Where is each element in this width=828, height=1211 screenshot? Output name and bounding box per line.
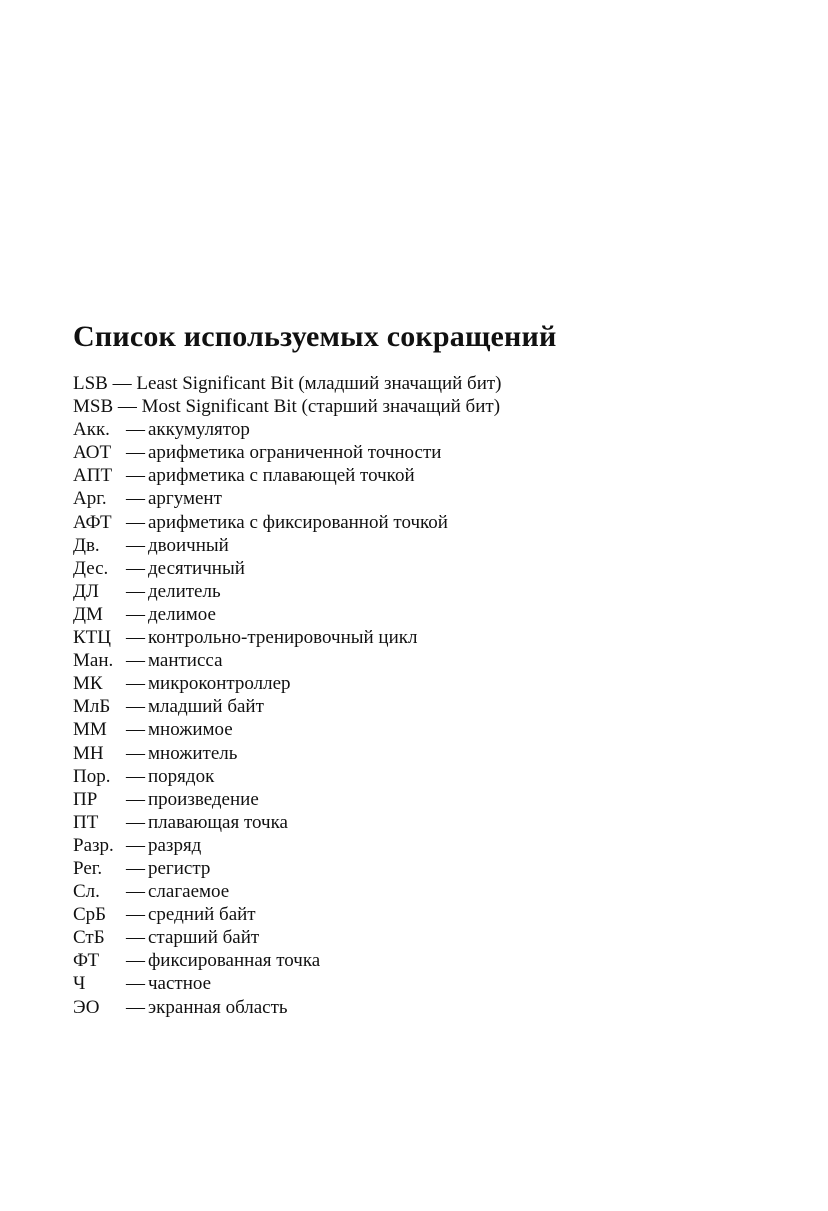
abbreviation-definition: младший байт <box>148 696 264 718</box>
em-dash: — <box>126 996 145 1018</box>
list-item <box>73 972 773 995</box>
list-item <box>73 880 773 903</box>
list-item <box>73 903 773 926</box>
list-item <box>73 534 773 557</box>
abbreviation-term: МК <box>73 673 103 695</box>
abbreviation-definition: делимое <box>148 603 216 625</box>
list-item <box>73 926 773 949</box>
em-dash: — <box>126 511 145 533</box>
abbreviation-definition: десятичный <box>148 557 245 579</box>
em-dash: — <box>126 488 145 510</box>
abbreviation-term: Рег. <box>73 857 103 879</box>
page-title: Список используемых сокращений <box>73 320 557 353</box>
list-item <box>73 603 773 626</box>
em-dash: — <box>126 811 145 833</box>
list-item <box>73 649 773 672</box>
abbreviation-term: АФТ <box>73 511 112 533</box>
em-dash: — <box>126 881 145 903</box>
abbreviation-term: Ман. <box>73 650 114 672</box>
document-page <box>73 318 773 1019</box>
abbreviation-term: ММ <box>73 719 107 741</box>
em-dash: — <box>126 927 145 949</box>
abbreviation-term: ЭО <box>73 996 100 1018</box>
abbreviation-definition: плавающая точка <box>148 811 288 833</box>
abbreviation-definition: арифметика с плавающей точкой <box>148 465 415 487</box>
em-dash: — <box>126 580 145 602</box>
abbreviation-term: Сл. <box>73 881 100 903</box>
abbreviation-definition: слагаемое <box>148 881 230 903</box>
em-dash: — <box>126 765 145 787</box>
list-item <box>73 949 773 972</box>
em-dash: — <box>126 419 145 441</box>
abbreviation-term: ПР <box>73 788 98 810</box>
list-item <box>73 418 773 441</box>
em-dash: — <box>126 973 145 995</box>
em-dash: — <box>126 696 145 718</box>
list-item <box>73 441 773 464</box>
abbreviation-definition: фиксированная точка <box>148 950 321 972</box>
abbreviation-definition: делитель <box>148 580 221 602</box>
abbreviation-definition: микроконтроллер <box>148 673 291 695</box>
abbreviation-definition: множимое <box>148 719 233 741</box>
abbreviation-definition: двоичный <box>148 534 229 556</box>
abbreviation-definition: аккумулятор <box>148 419 250 441</box>
intro-line-lsb: LSB — Least Significant Bit (младший значащий бит) <box>73 373 502 394</box>
abbreviation-term: ПТ <box>73 811 99 833</box>
list-item <box>73 834 773 857</box>
em-dash: — <box>126 673 145 695</box>
em-dash: — <box>126 834 145 856</box>
abbreviation-definition: разряд <box>148 834 202 856</box>
em-dash: — <box>126 442 145 464</box>
list-item <box>73 580 773 603</box>
abbreviation-definition: старший байт <box>148 927 260 949</box>
em-dash: — <box>126 557 145 579</box>
abbreviation-definition: регистр <box>148 857 211 879</box>
em-dash: — <box>126 950 145 972</box>
abbreviation-definition: аргумент <box>148 488 222 510</box>
abbreviation-term: Пор. <box>73 765 111 787</box>
abbreviation-term: ФТ <box>73 950 100 972</box>
list-item <box>73 718 773 741</box>
abbreviation-term: Дес. <box>73 557 109 579</box>
abbreviation-term: СтБ <box>73 927 105 949</box>
abbreviation-definition: мантисса <box>148 650 223 672</box>
list-item <box>73 464 773 487</box>
list-item <box>73 557 773 580</box>
list-item <box>73 788 773 811</box>
abbreviation-list <box>73 418 773 1018</box>
abbreviation-definition: порядок <box>148 765 215 787</box>
em-dash: — <box>126 857 145 879</box>
abbreviation-definition: средний байт <box>148 904 256 926</box>
abbreviation-term: Разр. <box>73 834 114 856</box>
em-dash: — <box>126 627 145 649</box>
em-dash: — <box>126 603 145 625</box>
abbreviation-definition: множитель <box>148 742 238 764</box>
list-item <box>73 996 773 1019</box>
list-item <box>73 695 773 718</box>
list-item <box>73 857 773 880</box>
abbreviation-definition: частное <box>148 973 212 995</box>
intro-line-msb: MSB — Most Significant Bit (старший значащий бит) <box>73 396 501 418</box>
em-dash: — <box>126 534 145 556</box>
list-item <box>73 765 773 788</box>
abbreviation-term: Арг. <box>73 488 107 510</box>
list-item <box>73 672 773 695</box>
em-dash: — <box>126 719 145 741</box>
abbreviation-term: Акк. <box>73 419 110 441</box>
abbreviation-term: СрБ <box>73 904 107 926</box>
abbreviation-term: Ч <box>73 973 86 995</box>
list-item <box>73 487 773 510</box>
abbreviation-term: МН <box>73 742 104 764</box>
abbreviation-term: ДМ <box>73 603 103 625</box>
em-dash: — <box>126 650 145 672</box>
list-item <box>73 742 773 765</box>
abbreviation-term: КТЦ <box>73 627 111 649</box>
list-item <box>73 811 773 834</box>
abbreviation-term: Дв. <box>73 534 100 556</box>
list-item <box>73 511 773 534</box>
abbreviation-definition: арифметика ограниченной точности <box>148 442 442 464</box>
list-item <box>73 626 773 649</box>
abbreviations-section <box>73 372 773 1019</box>
abbreviation-term: ДЛ <box>73 580 99 602</box>
em-dash: — <box>126 465 145 487</box>
abbreviation-definition: произведение <box>148 788 259 810</box>
em-dash: — <box>126 788 145 810</box>
em-dash: — <box>126 904 145 926</box>
abbreviation-term: МлБ <box>73 696 111 718</box>
abbreviation-definition: экранная область <box>148 996 288 1018</box>
abbreviation-term: АПТ <box>73 465 113 487</box>
abbreviation-definition: контрольно-тренировочный цикл <box>148 627 418 649</box>
abbreviation-definition: арифметика с фиксированной точкой <box>148 511 448 533</box>
em-dash: — <box>126 742 145 764</box>
abbreviation-term: АОТ <box>73 442 112 464</box>
